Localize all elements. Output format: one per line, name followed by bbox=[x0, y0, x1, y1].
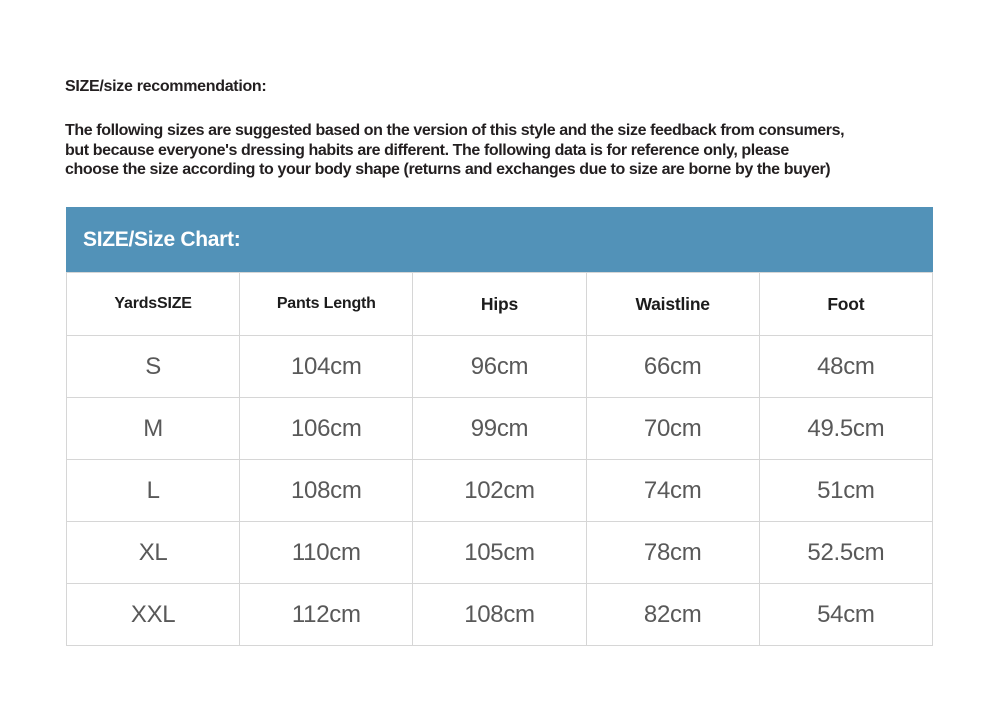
size-cell: 99cm bbox=[413, 398, 586, 460]
size-chart-table bbox=[66, 272, 933, 646]
column-header: YardsSIZE bbox=[67, 273, 240, 336]
size-cell: 48cm bbox=[759, 336, 932, 398]
size-cell: 66cm bbox=[586, 336, 759, 398]
size-recommendation-paragraph bbox=[65, 121, 945, 180]
recommendation-line-2: but because everyone's dressing habits are different. The following data is for reference only, please bbox=[65, 141, 789, 159]
size-cell: 106cm bbox=[240, 398, 413, 460]
size-chart-section bbox=[66, 207, 933, 646]
size-cell: 96cm bbox=[413, 336, 586, 398]
size-chart-title: SIZE/Size Chart: bbox=[83, 227, 241, 251]
size-recommendation-heading: SIZE/size recommendation: bbox=[65, 78, 267, 95]
size-cell: 102cm bbox=[413, 460, 586, 522]
size-chart-header bbox=[67, 273, 933, 336]
size-cell: L bbox=[67, 460, 240, 522]
size-row bbox=[67, 460, 933, 522]
size-cell: 108cm bbox=[240, 460, 413, 522]
column-header: Waistline bbox=[586, 273, 759, 336]
size-cell: M bbox=[67, 398, 240, 460]
recommendation-line-1: The following sizes are suggested based on the version of this style and the size feedback from consumers, bbox=[65, 122, 845, 139]
size-cell: XL bbox=[67, 522, 240, 584]
size-chart-title-bar bbox=[66, 207, 933, 272]
size-cell: 108cm bbox=[413, 584, 586, 646]
size-cell: 54cm bbox=[759, 584, 932, 646]
size-chart-body bbox=[67, 336, 933, 646]
recommendation-line-3: choose the size according to your body shape (returns and exchanges due to size are borne by the buyer) bbox=[65, 161, 831, 178]
size-cell: 104cm bbox=[240, 336, 413, 398]
size-row bbox=[67, 584, 933, 646]
size-cell: 52.5cm bbox=[759, 522, 932, 584]
column-header: Pants Length bbox=[240, 273, 413, 336]
size-cell: 74cm bbox=[586, 460, 759, 522]
size-row bbox=[67, 336, 933, 398]
size-cell: 78cm bbox=[586, 522, 759, 584]
size-cell: S bbox=[67, 336, 240, 398]
size-row bbox=[67, 522, 933, 584]
size-cell: 105cm bbox=[413, 522, 586, 584]
size-cell: 49.5cm bbox=[759, 398, 932, 460]
size-cell: 110cm bbox=[240, 522, 413, 584]
column-header: Foot bbox=[759, 273, 932, 336]
column-header: Hips bbox=[413, 273, 586, 336]
size-row bbox=[67, 398, 933, 460]
size-cell: 112cm bbox=[240, 584, 413, 646]
size-cell: XXL bbox=[67, 584, 240, 646]
header-row bbox=[67, 273, 933, 336]
size-cell: 82cm bbox=[586, 584, 759, 646]
size-cell: 51cm bbox=[759, 460, 932, 522]
size-cell: 70cm bbox=[586, 398, 759, 460]
